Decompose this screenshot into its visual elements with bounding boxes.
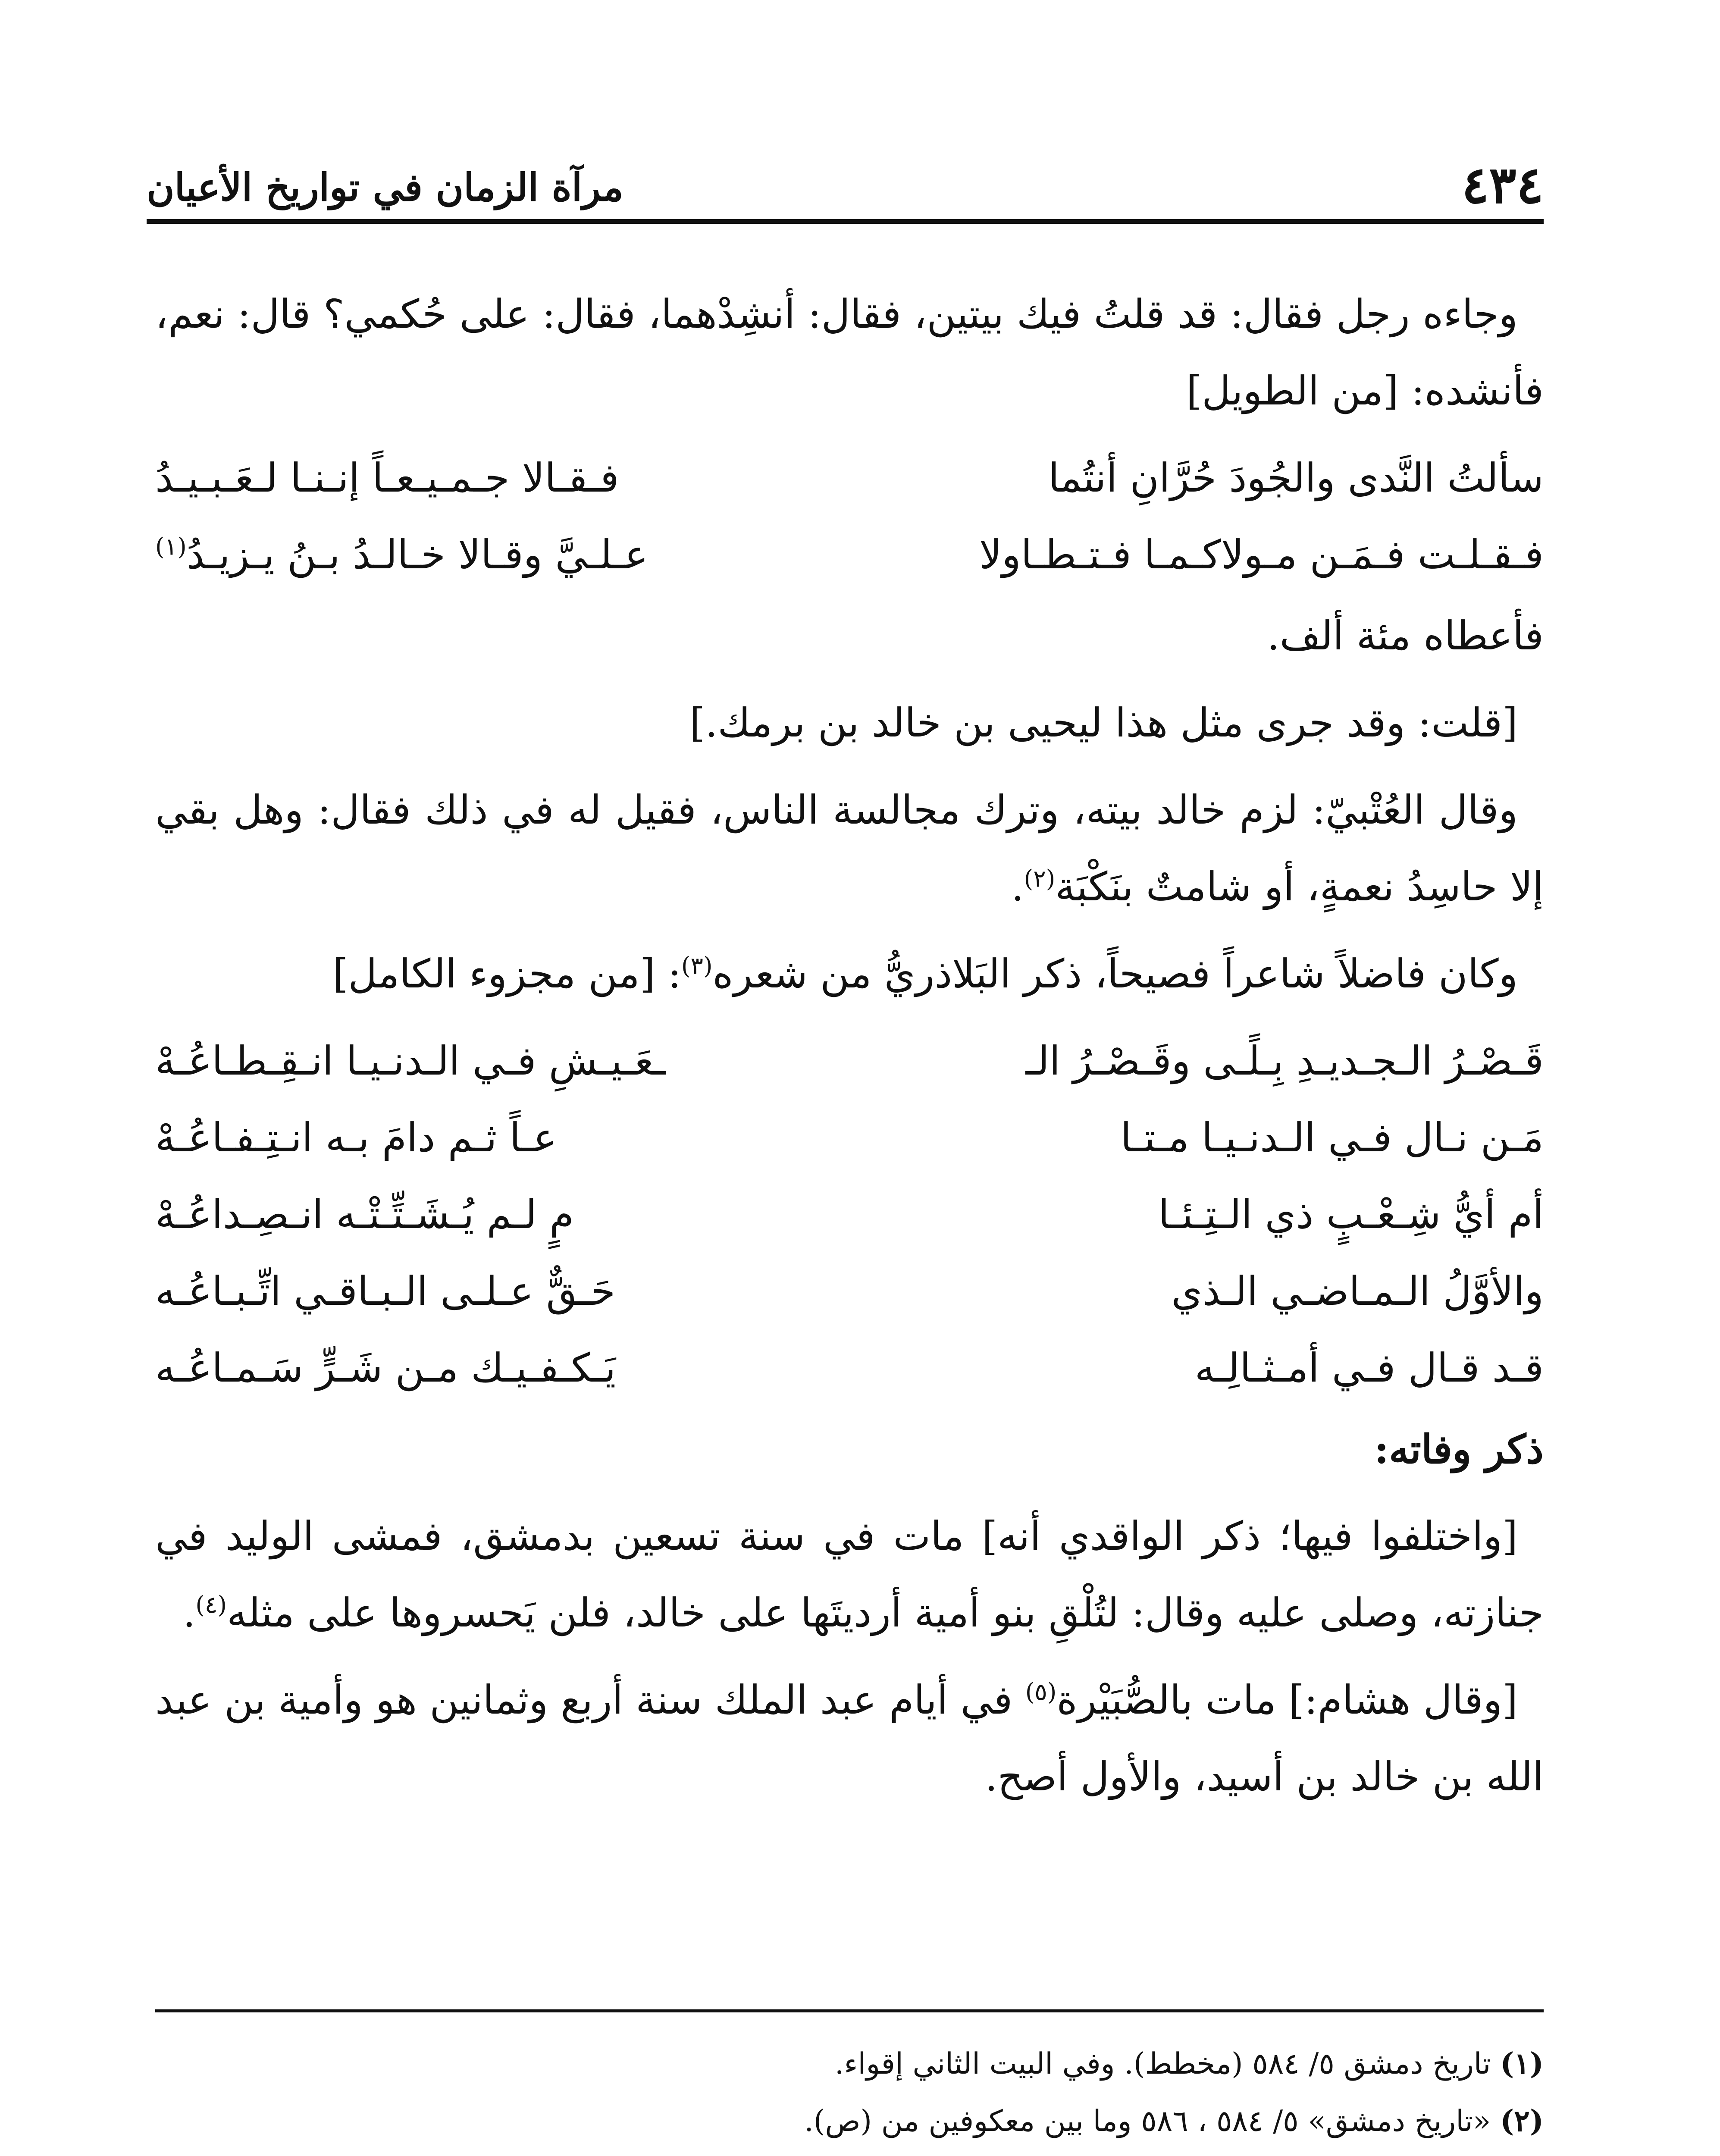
verse-line [155, 517, 1544, 593]
first-hemistich: قـد قـال فـي أمـثـالِـه [1194, 1345, 1544, 1391]
footnote-ref[interactable]: (٤) [195, 1591, 227, 1619]
footnote-separator [155, 2009, 1544, 2012]
second-hemistich: عـاً ثـم دامَ بـه انـتِـفـاعُـهْ [155, 1115, 557, 1161]
poem-2 [155, 1023, 1544, 1407]
paragraph-5: وكان فاضلاً شاعراً فصيحاً، ذكر البَلاذريُّ من شعره$^{(٣)}$: [من مجزوء الكامل] [332, 951, 1518, 997]
second-hemistich: ـعَـيـشِ فـي الـدنـيـا انـقِـطـاعُـهْ [155, 1038, 666, 1084]
second-hemistich: مٍ لـم يُـشَـتِّـتْـه انـصِـداعُـهْ [155, 1191, 574, 1238]
verse-line [155, 1330, 1544, 1407]
verse-line [155, 1176, 1544, 1253]
paragraph-4: وقال العُتْبيّ: لزم خالد بيته، وترك مجالسة الناس، فقيل له في ذلك فقال: وهل بقي إلا حاسِدُ نعمةٍ، أو شامتٌ بنَكْبَة$^{(٢)}$. [155, 787, 1544, 910]
verse-line [155, 1253, 1544, 1330]
paragraph-6: [واختلفوا فيها؛ ذكر الواقدي أنه] مات في سنة تسعين بدمشق، فمشى الوليد في جنازته، وصلى عليه وقال: لتُلْقِ بنو أمية أرديتَها على خالد، فلن يَحسروها على مثله$^{(٤)}$. [155, 1513, 1544, 1636]
footnote-2: (٢) «تاريخ دمشق» ٥/ ٥٨٤ ، ٥٨٦ وما بين معكوفين من (ص). [804, 2104, 1544, 2138]
footnote-ref[interactable]: (٣) [681, 952, 713, 980]
footnote-3 [155, 2150, 1544, 2156]
footnote-ref[interactable]: (١) [155, 533, 187, 561]
footnote-ref[interactable]: (٥) [1025, 1678, 1057, 1706]
header-rule [147, 219, 1544, 224]
second-hemistich: فـقـالا جـمـيـعـاً إنـنـا لـعَـبـيـدُ [155, 455, 619, 501]
second-hemistich: يَـكـفـيـك مـن شَـرٍّ سَـمـاعُـه [155, 1345, 616, 1391]
first-hemistich: فـقـلـت فـمَـن مـولاكـمـا فـتـطـاولا [979, 532, 1544, 578]
first-hemistich: سألتُ النَّدى والجُودَ حُرَّانِ أنتُما [1048, 455, 1544, 501]
first-hemistich: مَـن نـال فـي الـدنـيـا مـتـا [1120, 1115, 1544, 1161]
main-text [155, 276, 1544, 1826]
paragraph-2: فأعطاه مئة ألف. [1267, 613, 1544, 659]
second-hemistich: عـلـيَّ وقـالا خـالـدُ بـنُ يـزيـدُ$^{(١)}$ [155, 532, 649, 578]
paragraph-7: [وقال هشام:] مات بالصُّبَيْرة$^{(٥)}$ في أيام عبد الملك سنة أربع وثمانين هو وأمية بن عبد الله بن خالد بن أسيد، والأول أصح. [155, 1677, 1544, 1800]
first-hemistich: قَـصْـرُ الـجـديـدِ بِـلًـى وقَـصْـرُ الـ [1025, 1038, 1544, 1084]
footnote-ref[interactable]: (٢) [1024, 865, 1056, 893]
footnote-1: (١) تاريخ دمشق ٥/ ٥٨٤ (مخطط). وفي البيت الثاني إقواء. [834, 2046, 1544, 2081]
section-heading: ذكر وفاته: [1374, 1426, 1544, 1473]
second-hemistich: حَـقٌّ عـلـى الـبـاقـي اتِّـبـاعُـه [155, 1268, 616, 1314]
book-title: مرآة الزمان في تواريخ الأعيان [147, 165, 623, 210]
page-number: ٤٣٤ [1461, 155, 1544, 215]
running-head [147, 142, 1544, 224]
paragraph-1: وجاءه رجل فقال: قد قلتُ فيك بيتين، فقال: أنشِدْهما، فقال: على حُكمي؟ قال: نعم، فأنشده: [من الطويل] [155, 291, 1544, 414]
verse-line [155, 440, 1544, 517]
paragraph-3: [قلت: وقد جرى مثل هذا ليحيى بن خالد بن برمك.] [689, 700, 1518, 746]
first-hemistich: والأوَّلُ الـمـاضـي الـذي [1171, 1268, 1544, 1314]
first-hemistich: أم أيُّ شِـعْـبٍ ذي الـتِـئـا [1158, 1191, 1544, 1238]
poem-1 [155, 440, 1544, 593]
verse-line [155, 1023, 1544, 1100]
verse-line [155, 1100, 1544, 1176]
footnotes [155, 2035, 1544, 2156]
